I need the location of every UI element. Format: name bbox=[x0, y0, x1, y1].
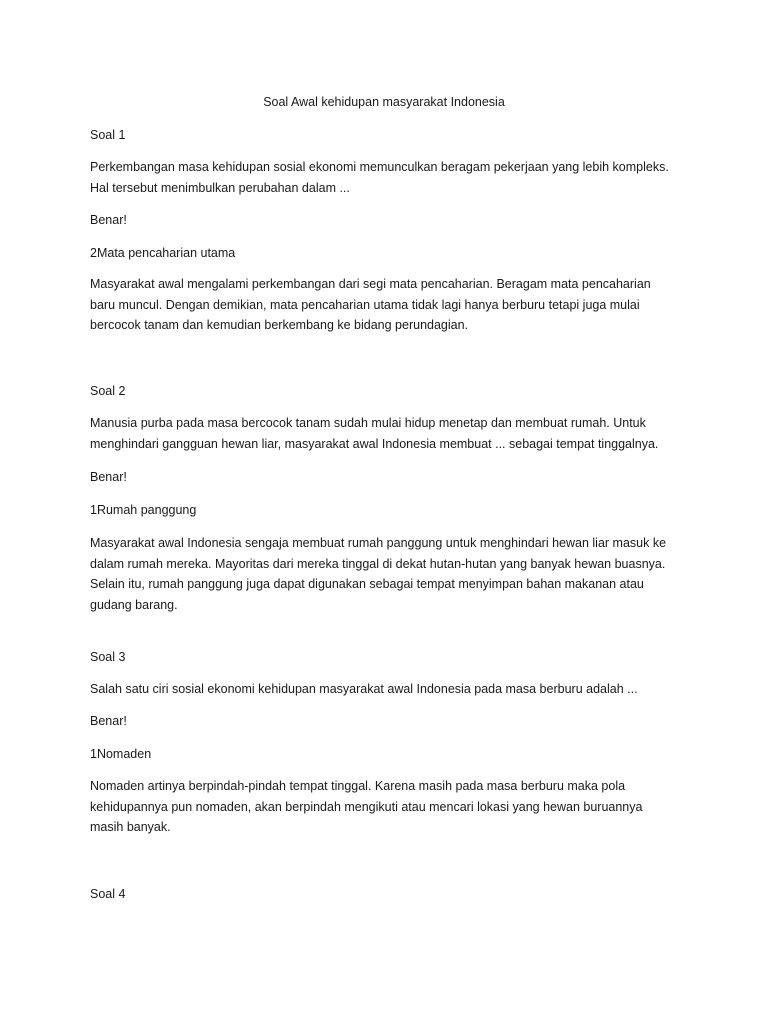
answer-text: 1Rumah panggung bbox=[90, 503, 197, 517]
explanation-line: baru muncul. Dengan demikian, mata pencaharian utama tidak lagi hanya berburu tetapi juga mulai bbox=[90, 297, 640, 312]
explanation-line: gudang barang. bbox=[90, 597, 178, 612]
question-label: Soal 3 bbox=[90, 650, 126, 664]
question-text bbox=[90, 413, 690, 454]
explanation-line: Selain itu, rumah panggung juga dapat digunakan sebagai tempat menyimpan bahan makanan atau bbox=[90, 577, 644, 591]
question-text bbox=[90, 157, 690, 198]
question-label: Soal 4 bbox=[90, 887, 126, 901]
question-text-line: Salah satu ciri sosial ekonomi kehidupan masyarakat awal Indonesia pada masa berburu adalah ... bbox=[90, 682, 638, 696]
feedback-correct: Benar! bbox=[90, 470, 127, 484]
explanation-line: dalam rumah mereka. Mayoritas dari mereka tinggal di dekat hutan-hutan yang banyak hewan buasnya. bbox=[90, 556, 666, 571]
question-text-line: Perkembangan masa kehidupan sosial ekonomi memunculkan beragam pekerjaan yang lebih kompleks. bbox=[90, 160, 669, 174]
question-text-line: Hal tersebut menimbulkan perubahan dalam ... bbox=[90, 180, 350, 195]
explanation-text bbox=[90, 274, 690, 336]
explanation-text bbox=[90, 776, 690, 838]
explanation-line: Masyarakat awal Indonesia sengaja membuat rumah panggung untuk menghindari hewan liar masuk ke bbox=[90, 536, 667, 550]
document-title: Soal Awal kehidupan masyarakat Indonesia bbox=[263, 95, 505, 109]
question-label: Soal 1 bbox=[90, 128, 126, 142]
explanation-line: bercocok tanam dan kemudian berkembang ke bidang perundagian. bbox=[90, 318, 469, 332]
explanation-line: masih banyak. bbox=[90, 820, 171, 834]
feedback-correct: Benar! bbox=[90, 714, 127, 728]
feedback-correct: Benar! bbox=[90, 213, 127, 227]
question-label: Soal 2 bbox=[90, 384, 126, 398]
question-text-line: menghindari gangguan hewan liar, masyarakat awal Indonesia membuat ... sebagai tempat tinggalnya. bbox=[90, 436, 659, 451]
question-text bbox=[90, 679, 690, 700]
explanation-text bbox=[90, 533, 690, 615]
question-text-line: Manusia purba pada masa bercocok tanam sudah mulai hidup menetap dan membuat rumah. Untuk bbox=[90, 416, 646, 430]
answer-text: 2Mata pencaharian utama bbox=[90, 246, 236, 260]
explanation-line: kehidupannya pun nomaden, akan berpindah mengikuti atau mencari lokasi yang hewan buruannya bbox=[90, 799, 643, 814]
explanation-line: Masyarakat awal mengalami perkembangan dari segi mata pencaharian. Beragam mata pencaharian bbox=[90, 277, 651, 291]
answer-text: 1Nomaden bbox=[90, 747, 152, 761]
explanation-line: Nomaden artinya berpindah-pindah tempat tinggal. Karena masih pada masa berburu maka pola bbox=[90, 779, 626, 793]
